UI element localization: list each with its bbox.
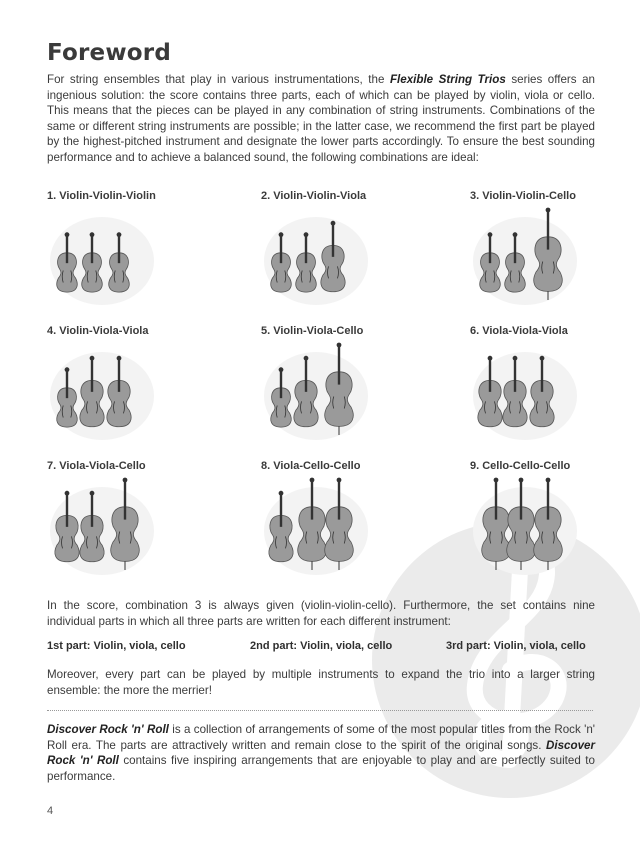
instrument-group: [261, 476, 371, 576]
combination-label: 5. Violin-Viola-Cello: [261, 325, 364, 337]
combination-label: 6. Viola-Viola-Viola: [470, 325, 568, 337]
book-title: Discover Rock 'n' Roll: [47, 723, 169, 736]
combination-label: 3. Violin-Violin-Cello: [470, 190, 576, 202]
combination-item: [261, 460, 441, 585]
combination-label: 2. Violin-Violin-Viola: [261, 190, 367, 202]
combination-item: [47, 190, 227, 315]
combination-label: 8. Viola-Cello-Cello: [261, 460, 361, 472]
combination-item: [47, 460, 227, 585]
page-number: 4: [47, 805, 54, 817]
closing-text: is a collection of arrangements of some of the most popular titles from the Rock 'n' Roll era. The parts are attractively written and remain close to the spirit of the original songs.: [47, 723, 595, 752]
intro-paragraph: [47, 72, 595, 166]
page-title: Foreword: [47, 40, 171, 66]
intro-text-end: series offers an ingenious solution: the score contains three parts, each of which can be played by violin, viola or cello. This means that the pieces can be played in any combination of string instruments. Combinations of the same or different string instruments are possible; in the latter case, we recommend the first part be played by the highest-pitched instrument and designate the lower parts accordingly. To ensure the best sounding performance and to achieve a balanced sound, the following combinations are ideal:: [47, 73, 595, 164]
combinations-grid: [47, 190, 607, 590]
part-item: 2nd part: Violin, viola, cello: [250, 640, 393, 652]
combination-item: [261, 190, 441, 315]
instrument-group: [47, 341, 157, 441]
instrument-group: [261, 206, 371, 306]
book-title: Discover Rock 'n' Roll: [47, 738, 595, 768]
instrument-group: [470, 206, 580, 306]
instrument-group: [47, 476, 157, 576]
score-note: In the score, combination 3 is always given (violin-violin-cello). Furthermore, the set contains nine individual parts in which all three parts are written for each different instrument:: [47, 599, 595, 628]
instrument-group: [261, 341, 371, 441]
closing-text: contains five inspiring arrangements that are enjoyable to play and are perfectly suited to performance.: [47, 754, 595, 783]
combination-label: 9. Cello-Cello-Cello: [470, 460, 571, 472]
combination-label: 1. Violin-Violin-Violin: [47, 190, 156, 202]
parts-list: [47, 640, 595, 656]
intro-text-start: For string ensembles that play in various instrumentations, the: [47, 73, 390, 86]
part-item: 3rd part: Violin, viola, cello: [446, 640, 586, 652]
instrument-group: [470, 341, 580, 441]
combination-item: [470, 325, 640, 450]
combination-item: [261, 325, 441, 450]
series-name: Flexible String Trios: [389, 73, 506, 86]
ensemble-note: Moreover, every part can be played by multiple instruments to expand the trio into a larger string ensemble: the more the merrier!: [47, 668, 595, 697]
combination-item: [470, 190, 640, 315]
part-item: 1st part: Violin, viola, cello: [47, 640, 186, 652]
closing-paragraph: [47, 722, 595, 784]
instrument-group: [47, 206, 157, 306]
combination-label: 4. Violin-Viola-Viola: [47, 325, 149, 337]
instrument-group: [470, 476, 580, 576]
combination-label: 7. Viola-Viola-Cello: [47, 460, 146, 472]
combination-item: [47, 325, 227, 450]
section-divider: [47, 710, 593, 711]
combination-item: [470, 460, 640, 585]
